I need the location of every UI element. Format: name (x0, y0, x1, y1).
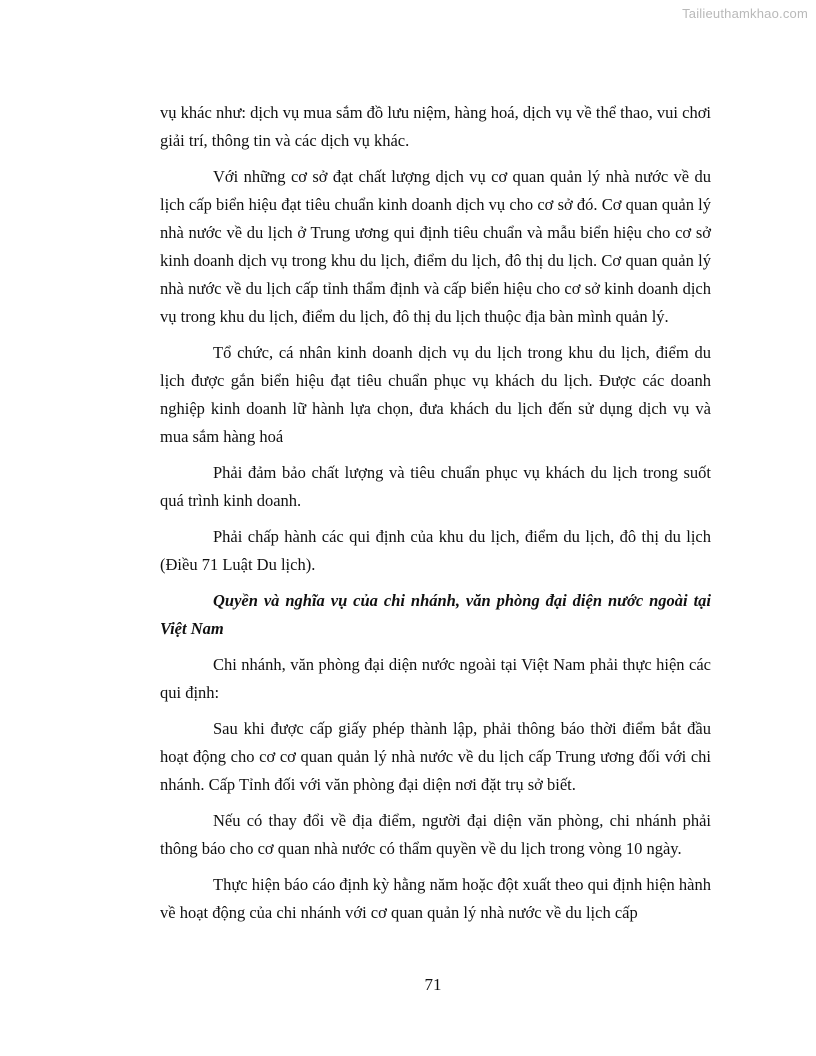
paragraph-branch-intro: Chi nhánh, văn phòng đại diện nước ngoài tại Việt Nam phải thực hiện các qui định: (160, 655, 711, 702)
paragraph-compliance-obligation: Phải chấp hành các qui định của khu du lịch, điểm du lịch, đô thị du lịch (Điều 71 Luật Du lịch). (160, 527, 711, 574)
page-body (160, 99, 711, 935)
paragraph-quality-obligation: Phải đảm bảo chất lượng và tiêu chuẩn phục vụ khách du lịch trong suốt quá trình kinh doanh. (160, 463, 711, 510)
watermark-text: Tailieuthamkhao.com (682, 6, 808, 21)
paragraph-service-signage: Với những cơ sở đạt chất lượng dịch vụ cơ quan quản lý nhà nước về du lịch cấp biển hiệu đạt tiêu chuẩn kinh doanh dịch vụ cho cơ sở đó. Cơ quan quản lý nhà nước về du lịch ở Trung ương qui định tiêu chuẩn và mẫu biển hiệu cho cơ sở kinh doanh dịch vụ trong khu du lịch, điểm du lịch, đô thị du lịch. Cơ quan quản lý nhà nước về du lịch cấp tỉnh thẩm định và cấp biển hiệu cho cơ sở kinh doanh dịch vụ trong khu du lịch, điểm du lịch, đô thị du lịch thuộc địa bàn mình quản lý. (160, 167, 711, 326)
paragraph-business-rights: Tổ chức, cá nhân kinh doanh dịch vụ du lịch trong khu du lịch, điểm du lịch được gắn biển hiệu đạt tiêu chuẩn phục vụ khách du lịch. Được các doanh nghiệp kinh doanh lữ hành lựa chọn, đưa khách du lịch đến sử dụng dịch vụ và mua sắm hàng hoá (160, 343, 711, 446)
paragraph-branch-changes: Nếu có thay đổi về địa điểm, người đại diện văn phòng, chi nhánh phải thông báo cho cơ quan nhà nước có thẩm quyền về du lịch trong vòng 10 ngày. (160, 811, 711, 858)
paragraph-branch-notice: Sau khi được cấp giấy phép thành lập, phải thông báo thời điểm bắt đầu hoạt động cho cơ cơ quan quản lý nhà nước về du lịch cấp Trung ương đối với chi nhánh. Cấp Tỉnh đối với văn phòng đại diện nơi đặt trụ sở biết. (160, 719, 711, 794)
section-heading: Quyền và nghĩa vụ của chi nhánh, văn phòng đại diện nước ngoài tại Việt Nam (160, 591, 711, 638)
paragraph-branch-reporting: Thực hiện báo cáo định kỳ hằng năm hoặc đột xuất theo qui định hiện hành về hoạt động của chi nhánh với cơ quan quản lý nhà nước về du lịch cấp (160, 875, 711, 922)
paragraph-continuation: vụ khác như: dịch vụ mua sắm đồ lưu niệm, hàng hoá, dịch vụ về thể thao, vui chơi giải trí, thông tin và các dịch vụ khác. (160, 103, 711, 150)
page-number: 71 (424, 975, 442, 994)
